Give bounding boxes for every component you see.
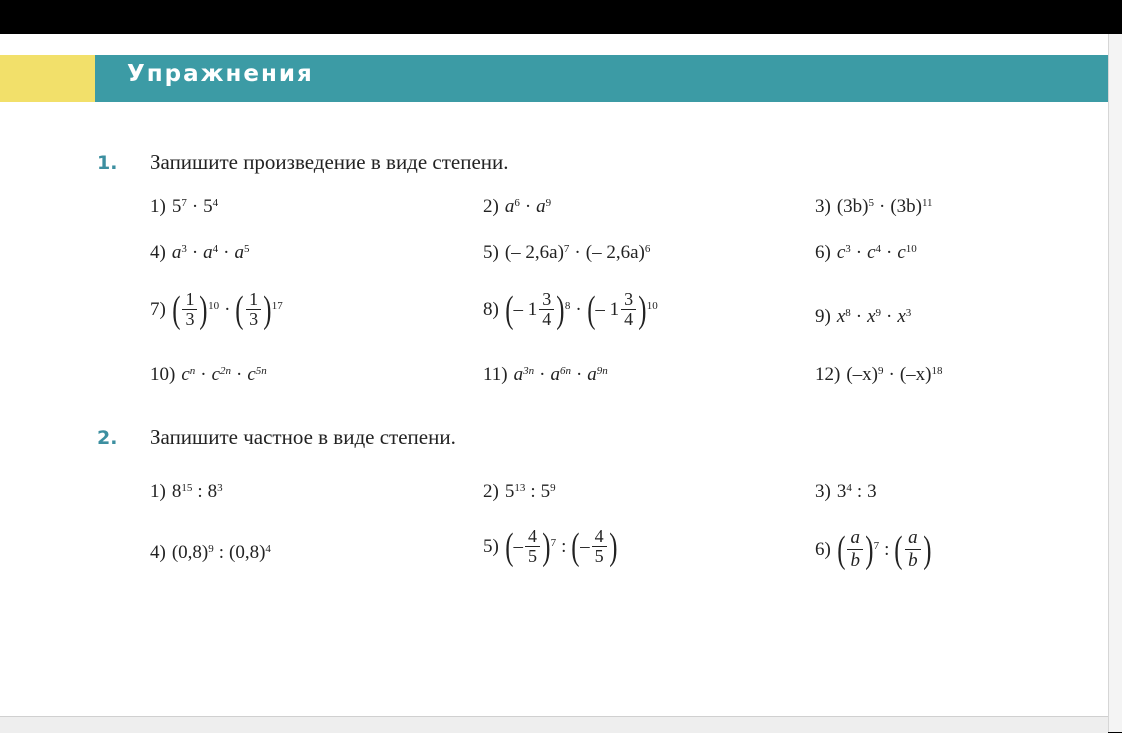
ex1-item-4: 4) a $^3$ · a $^4$ · a $^5$ bbox=[150, 242, 250, 263]
ex2-item-1: 1) 8 $^{15}$ : 8 $^3$ bbox=[150, 481, 223, 502]
ex2-item-6: 6) ( $\frac{a}{b}$ ) $^7$ : ( $\frac{a}{b}$ ) bbox=[815, 527, 932, 571]
header-accent bbox=[0, 55, 95, 102]
ex1-item-5: 5) (– 2,6a) $^7$ · (– 2,6a) $^6$ bbox=[483, 242, 651, 263]
ex1-item-1: 1) 5 $^7$ · 5 $^4$ bbox=[150, 196, 219, 217]
ex1-item-6: 6) c $^3$ · c $^4$ · c $^{10}$ bbox=[815, 242, 917, 263]
ex2-item-2: 2) 5 $^{13}$ : 5 $^9$ bbox=[483, 481, 556, 502]
ex1-item-8: 8) ( – 1 $\frac{3}{4}$ ) $^8$ · ( – 1 $\frac{3}{4}$ ) $^{10}$ bbox=[483, 288, 658, 331]
ex1-item-3: 3) (3b) $^5$ · (3b) $^{11}$ bbox=[815, 196, 933, 217]
ex2-item-3: 3) 3 $^4$ : 3 bbox=[815, 481, 877, 502]
right-edge-strip bbox=[1108, 34, 1122, 732]
ex1-item-9: 9) x $^8$ · x $^9$ · x $^3$ bbox=[815, 306, 912, 327]
ex1-item-2: 2) a $^6$ · a $^9$ bbox=[483, 196, 552, 217]
exercise-2-text: Запишите частное в виде степени. bbox=[150, 425, 456, 449]
section-title: Упражнения bbox=[127, 61, 314, 87]
ex1-item-10: 10) c $^n$ · c $^{2n}$ · c $^{5n}$ bbox=[150, 364, 267, 385]
ex2-item-4: 4) (0,8) $^9$ : (0,8) $^4$ bbox=[150, 542, 271, 563]
ex1-item-12: 12) (–x) $^9$ · (–x) $^{18}$ bbox=[815, 364, 943, 385]
exercise-2-number: 2. bbox=[97, 427, 118, 449]
exercise-1-number: 1. bbox=[97, 152, 118, 174]
exercise-1-text: Запишите произведение в виде степени. bbox=[150, 150, 509, 174]
ex1-item-7: 7) ( $\frac{1}{3}$ ) $^{10}$ · ( $\frac{1}{3}$ ) $^{17}$ bbox=[150, 288, 283, 331]
ex2-item-5: 5) ( – $\frac{4}{5}$ ) $^7$ : ( – $\frac{4}{5}$ ) bbox=[483, 525, 618, 568]
bottom-edge-strip bbox=[0, 716, 1108, 733]
ex1-item-11: 11) a $^{3n}$ · a $^{6n}$ · a $^{9n}$ bbox=[483, 364, 608, 385]
